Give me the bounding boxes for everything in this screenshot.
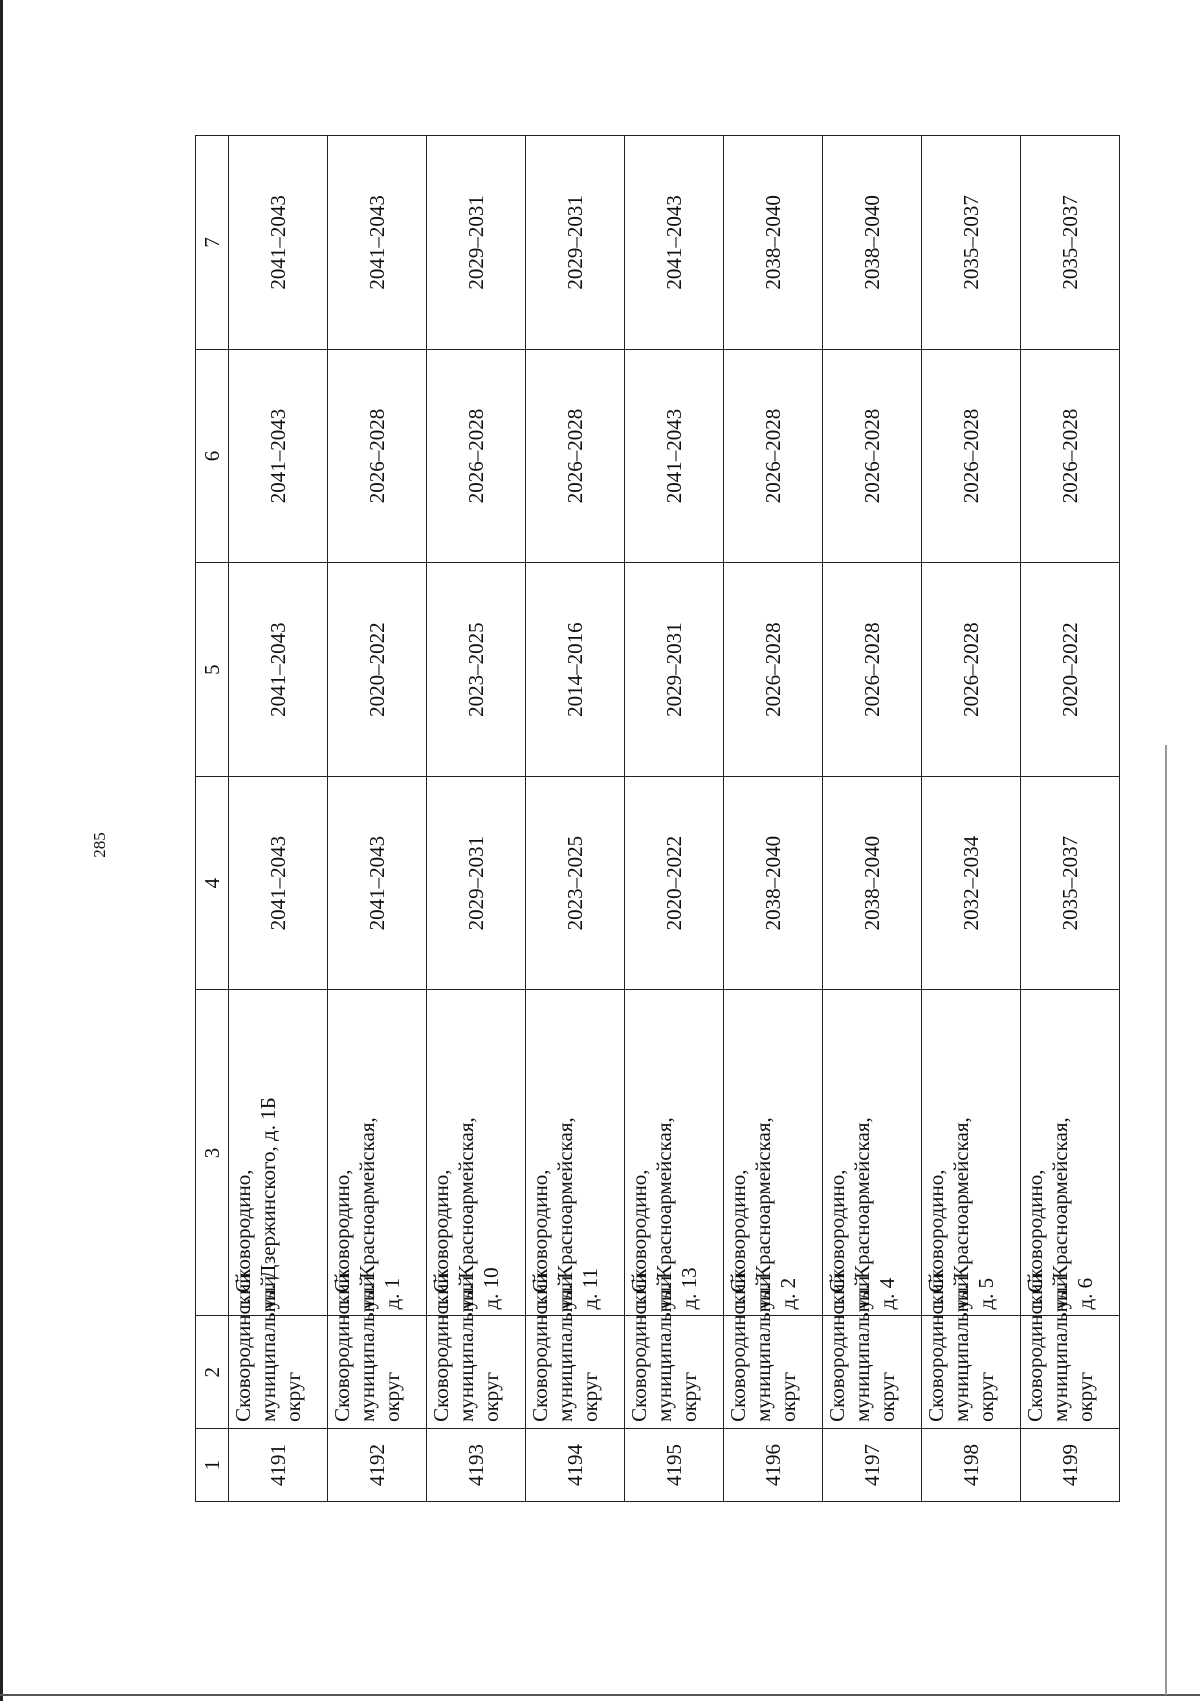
table-row [1021,136,1120,1502]
scan-edge-bottom [0,1694,1200,1696]
address-cell: г. Сковородино, ул. Дзержинского, д. 1Б [229,990,328,1316]
period-cell: 2029–2031 [427,776,526,990]
table-row [724,136,823,1502]
period-cell: 2026–2028 [526,349,625,563]
period-cell: 2023–2025 [427,563,526,777]
row-id: 4199 [1021,1428,1120,1501]
period-cell: 2026–2028 [1021,349,1120,563]
header-cell: 6 [196,349,229,563]
row-id: 4191 [229,1428,328,1501]
period-cell: 2020–2022 [625,776,724,990]
district-cell: Сковородинский муниципальный округ [1021,1316,1120,1428]
rotated-table-container [195,135,1120,1502]
table-row [229,136,328,1502]
table-row [526,136,625,1502]
period-cell: 2023–2025 [526,776,625,990]
address-cell: г. Сковородино, ул. Красноармейская, д. 2 [724,990,823,1316]
district-cell: Сковородинский муниципальный округ [724,1316,823,1428]
header-cell: 4 [196,776,229,990]
address-cell: г. Сковородино, ул. Красноармейская, д. 4 [823,990,922,1316]
row-id: 4193 [427,1428,526,1501]
table-row [328,136,427,1502]
district-cell: Сковородинский муниципальный округ [526,1316,625,1428]
header-cell: 2 [196,1316,229,1428]
period-cell: 2026–2028 [724,349,823,563]
period-cell: 2029–2031 [526,136,625,350]
period-cell: 2014–2016 [526,563,625,777]
table-row [922,136,1021,1502]
page-number: 285 [90,832,109,858]
period-cell: 2020–2022 [1021,563,1120,777]
table-row [625,136,724,1502]
period-cell: 2026–2028 [922,349,1021,563]
period-cell: 2026–2028 [724,563,823,777]
address-cell: г. Сковородино, ул. Красноармейская, д. 1 [328,990,427,1316]
header-cell: 1 [196,1428,229,1501]
row-id: 4196 [724,1428,823,1501]
period-cell: 2038–2040 [724,136,823,350]
table-row [823,136,922,1502]
district-cell: Сковородинский муниципальный округ [328,1316,427,1428]
period-cell: 2026–2028 [823,349,922,563]
period-cell: 2038–2040 [823,776,922,990]
schedule-table [195,135,1120,1502]
table-row [427,136,526,1502]
header-cell: 3 [196,990,229,1316]
scan-edge-right [1165,745,1167,1695]
period-cell: 2029–2031 [427,136,526,350]
row-id: 4198 [922,1428,1021,1501]
period-cell: 2032–2034 [922,776,1021,990]
period-cell: 2041–2043 [625,136,724,350]
period-cell: 2026–2028 [427,349,526,563]
address-cell: г. Сковородино, ул. Красноармейская, д. 11 [526,990,625,1316]
header-row [196,136,229,1502]
period-cell: 2041–2043 [229,563,328,777]
period-cell: 2026–2028 [328,349,427,563]
address-cell: г. Сковородино, ул. Красноармейская, д. 6 [1021,990,1120,1316]
period-cell: 2041–2043 [328,136,427,350]
row-id: 4194 [526,1428,625,1501]
row-id: 4195 [625,1428,724,1501]
period-cell: 2041–2043 [625,349,724,563]
period-cell: 2041–2043 [229,136,328,350]
period-cell: 2038–2040 [724,776,823,990]
period-cell: 2035–2037 [1021,776,1120,990]
row-id: 4197 [823,1428,922,1501]
header-cell: 5 [196,563,229,777]
period-cell: 2041–2043 [229,349,328,563]
period-cell: 2026–2028 [823,563,922,777]
period-cell: 2020–2022 [328,563,427,777]
district-cell: Сковородинский муниципальный округ [229,1316,328,1428]
district-cell: Сковородинский муниципальный округ [922,1316,1021,1428]
period-cell: 2038–2040 [823,136,922,350]
period-cell: 2035–2037 [1021,136,1120,350]
period-cell: 2035–2037 [922,136,1021,350]
address-cell: г. Сковородино, ул. Красноармейская, д. 10 [427,990,526,1316]
address-cell: г. Сковородино, ул. Красноармейская, д. 5 [922,990,1021,1316]
header-cell: 7 [196,136,229,350]
district-cell: Сковородинский муниципальный округ [625,1316,724,1428]
district-cell: Сковородинский муниципальный округ [427,1316,526,1428]
scan-edge-left [0,0,3,1701]
address-cell: г. Сковородино, ул. Красноармейская, д. 13 [625,990,724,1316]
period-cell: 2041–2043 [328,776,427,990]
row-id: 4192 [328,1428,427,1501]
period-cell: 2026–2028 [922,563,1021,777]
period-cell: 2041–2043 [229,776,328,990]
period-cell: 2029–2031 [625,563,724,777]
district-cell: Сковородинский муниципальный округ [823,1316,922,1428]
